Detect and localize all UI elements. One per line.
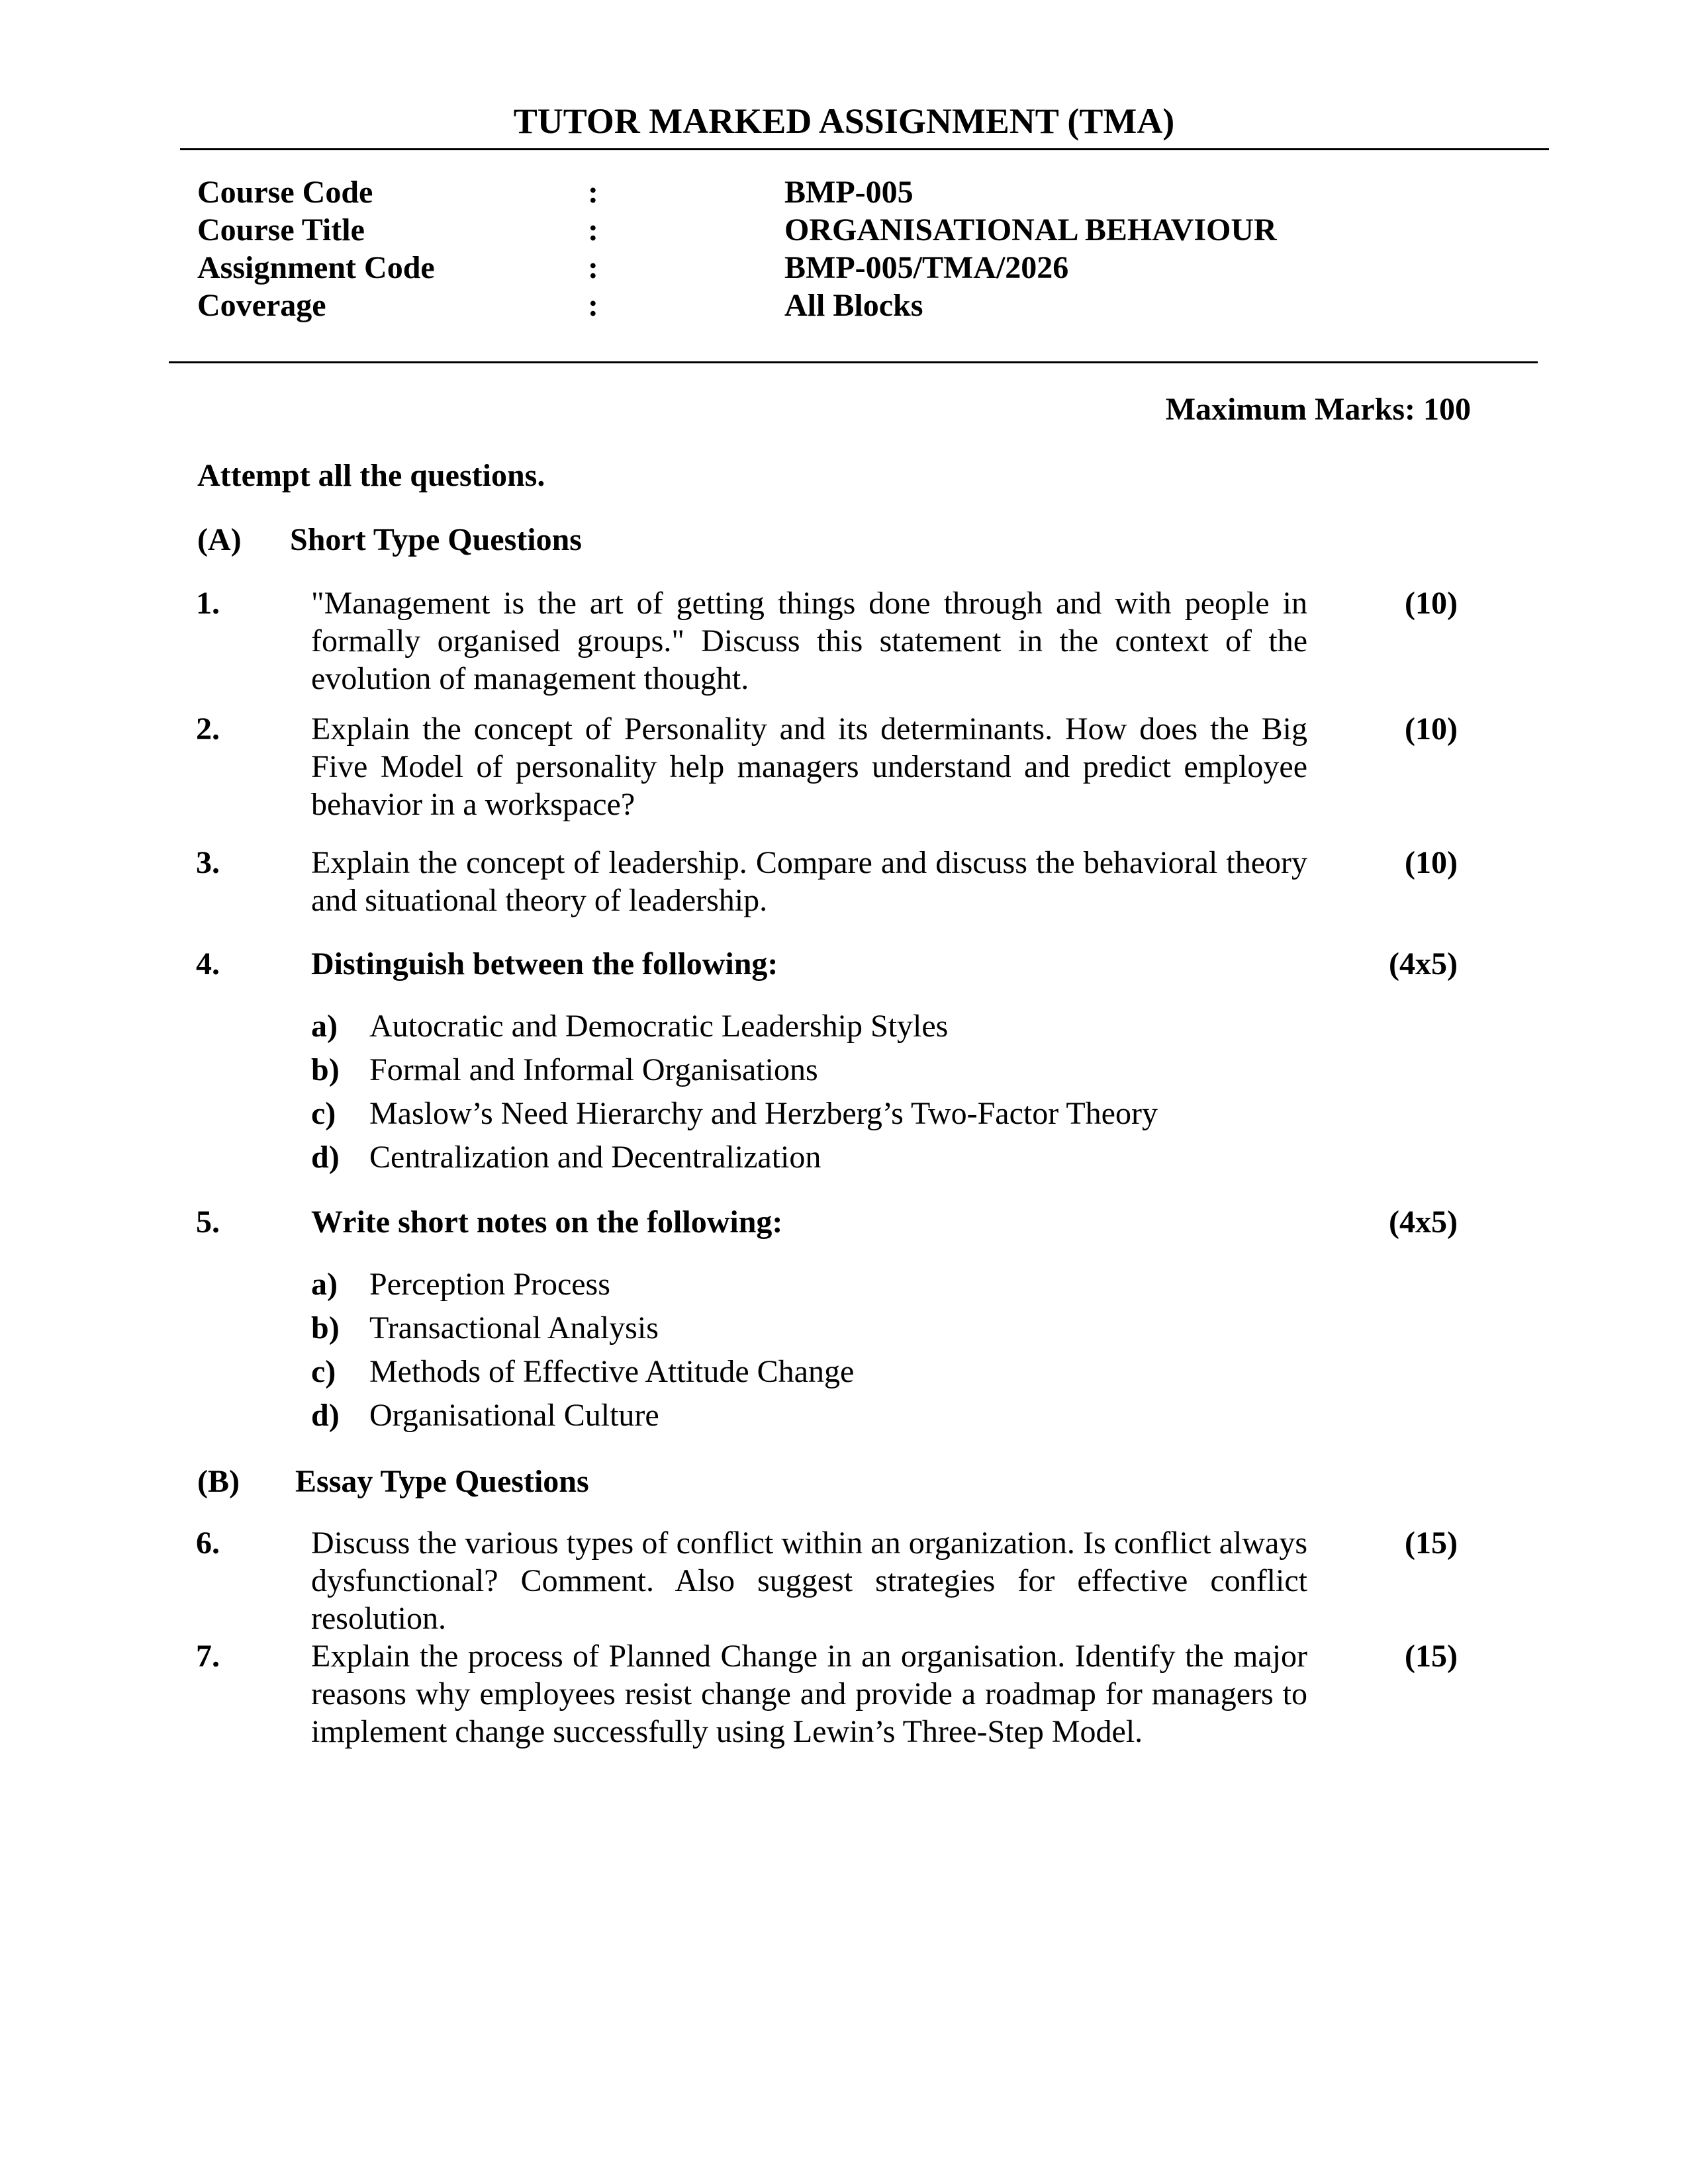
question-text: Discuss the various types of conflict within an organization. Is conflict always dysfunctional? Comment. Also suggest strategies for effective conflict resolution. [311, 1525, 1307, 1636]
meta-label-course-title: Course Title [197, 212, 365, 248]
sub-item-label: d) [311, 1140, 340, 1175]
meta-value-coverage: All Blocks [784, 288, 923, 323]
question-number: 5. [196, 1205, 220, 1240]
question-number: 6. [196, 1525, 220, 1561]
sub-item-text: Maslow’s Need Hierarchy and Herzberg’s Two-Factor Theory [369, 1096, 1158, 1131]
section-b-title: Essay Type Questions [295, 1464, 589, 1499]
sub-item-text: Transactional Analysis [369, 1310, 659, 1345]
meta-label-coverage: Coverage [197, 288, 326, 323]
meta-sep: : [588, 175, 598, 210]
meta-divider [169, 361, 1538, 363]
question-marks: (10) [1405, 586, 1458, 621]
question-number: 7. [196, 1639, 220, 1674]
question-marks: (15) [1405, 1525, 1458, 1561]
question-text: Explain the concept of Personality and its determinants. How does the Big Five Model of personality help managers understand and predict employee behavior in a workspace? [311, 711, 1307, 822]
question-number: 4. [196, 946, 220, 981]
question-marks: (4x5) [1389, 1205, 1458, 1240]
section-b-label: (B) [197, 1464, 240, 1499]
instruction: Attempt all the questions. [197, 458, 545, 493]
sub-item-label: a) [311, 1009, 338, 1044]
meta-sep: : [588, 288, 598, 323]
maximum-marks: Maximum Marks: 100 [1165, 392, 1471, 427]
question-heading: Write short notes on the following: [311, 1205, 783, 1240]
question-text: Explain the concept of leadership. Compare and discuss the behavioral theory and situational theory of leadership. [311, 845, 1307, 918]
meta-value-course-title: ORGANISATIONAL BEHAVIOUR [784, 212, 1277, 248]
sub-item-text: Perception Process [369, 1267, 610, 1302]
meta-value-assignment-code: BMP-005/TMA/2026 [784, 250, 1069, 285]
question-number: 3. [196, 845, 220, 880]
sub-item-label: b) [311, 1052, 340, 1087]
section-a-title: Short Type Questions [290, 522, 582, 557]
sub-item-label: d) [311, 1398, 340, 1433]
sub-item-text: Methods of Effective Attitude Change [369, 1354, 855, 1389]
question-marks: (15) [1405, 1639, 1458, 1674]
question-marks: (10) [1405, 711, 1458, 747]
document-title: TUTOR MARKED ASSIGNMENT (TMA) [513, 101, 1175, 141]
meta-value-course-code: BMP-005 [784, 175, 914, 210]
sub-item-text: Centralization and Decentralization [369, 1140, 821, 1175]
sub-item-label: c) [311, 1096, 336, 1131]
sub-item-label: c) [311, 1354, 336, 1389]
meta-sep: : [588, 250, 598, 285]
sub-item-text: Organisational Culture [369, 1398, 659, 1433]
meta-sep: : [588, 212, 598, 248]
title-divider [180, 148, 1549, 150]
meta-label-course-code: Course Code [197, 175, 373, 210]
question-marks: (10) [1405, 845, 1458, 880]
sub-item-label: a) [311, 1267, 338, 1302]
sub-item-text: Formal and Informal Organisations [369, 1052, 818, 1087]
section-a-label: (A) [197, 522, 242, 557]
question-heading: Distinguish between the following: [311, 946, 778, 981]
sub-item-text: Autocratic and Democratic Leadership Styles [369, 1009, 949, 1044]
question-number: 2. [196, 711, 220, 747]
meta-label-assignment-code: Assignment Code [197, 250, 435, 285]
question-number: 1. [196, 586, 220, 621]
question-marks: (4x5) [1389, 946, 1458, 981]
sub-item-label: b) [311, 1310, 340, 1345]
question-text: Explain the process of Planned Change in an organisation. Identify the major reasons why employees resist change and provide a roadmap for managers to implement change successfully using Lewin’s Three-Step Model. [311, 1639, 1307, 1749]
question-text: "Management is the art of getting things done through and with people in formally organised groups." Discuss this statement in the context of the evolution of management thought. [311, 586, 1307, 696]
